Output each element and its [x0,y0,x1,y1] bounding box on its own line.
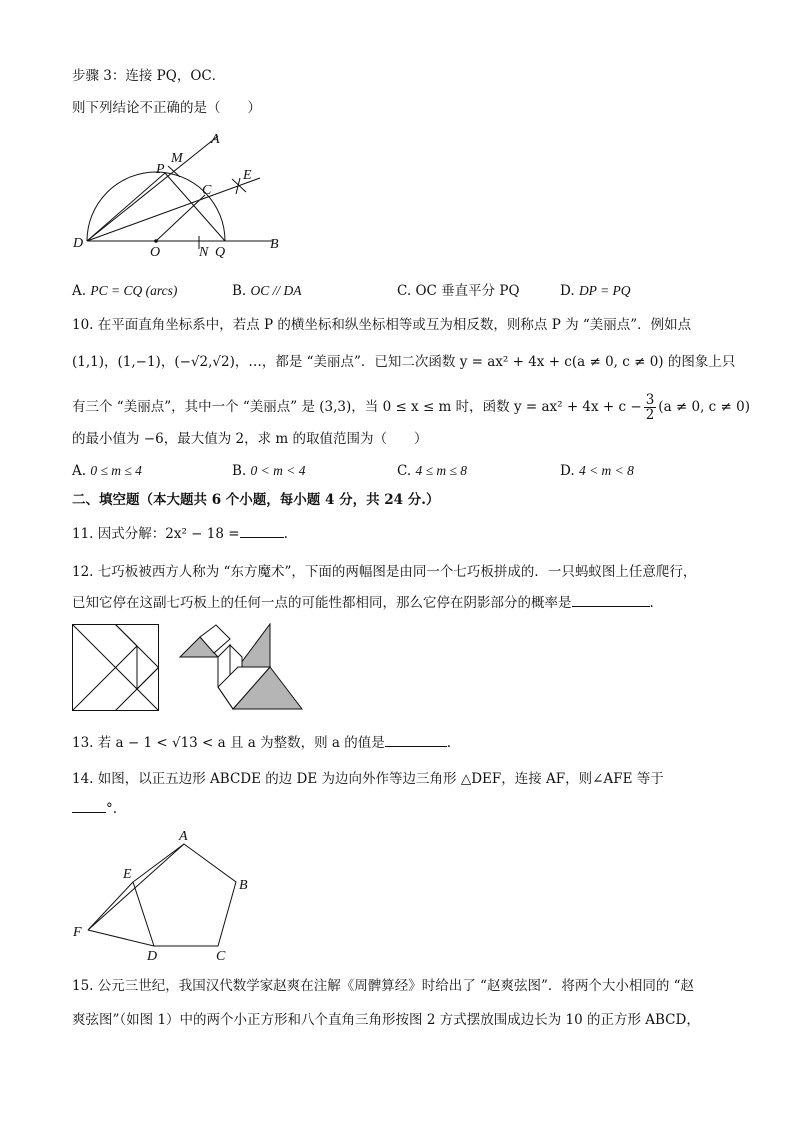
q10-line-3b: (a ≠ 0, c ≠ 0) [658,399,750,415]
q12-answer-blank[interactable] [572,592,650,607]
q10-line-4: 的最小值为 −6，最大值为 2，求 m 的取值范围为（ ） [72,431,428,447]
q9-option-d-text: DP = PQ [578,283,631,298]
q9-option-b-text: OC // DA [250,283,302,298]
label-B: B [270,237,279,252]
q10-frac-num: 3 [645,392,655,408]
q11-end: . [283,526,288,542]
label-D: D [73,236,84,251]
label-B: B [239,878,248,893]
label-A: A [179,829,188,844]
q12-line-2 [72,592,654,613]
q13 [72,732,451,753]
label-M: M [171,151,183,166]
q11-answer-blank[interactable] [240,523,284,538]
q10-option-a-text: 0 ≤ m ≤ 4 [90,463,142,478]
pentagon-ABCDE [133,844,236,946]
label-E: E [123,867,132,882]
q10-option-d [560,461,634,481]
q14-answer-blank[interactable] [72,798,106,813]
label-N: N [199,245,209,260]
tangram-square-figure [72,624,160,712]
q9-option-c-text: OC 垂直平分 PQ [415,283,520,299]
label-D: D [147,949,158,964]
q13-answer-blank[interactable] [385,732,447,747]
q15-line-2: 爽弦图”（如图 1）中的两个小正方形和八个直角三角形按图 2 方式摆放围成边长为 10 的正方形 ABCD， [72,1012,700,1028]
segment-DP [87,173,165,241]
q9-option-b [232,281,302,301]
q15-line-1: 15. 公元三世纪，我国汉代数学家赵爽在注解《周髀算经》时给出了 “赵爽弦图”．将两个大小相同的 “赵 [72,978,695,994]
label-C: C [202,183,212,198]
q12-end: . [649,595,654,611]
label-Q: Q [215,245,226,260]
q10-frac-den: 2 [645,407,655,423]
label-O: O [150,245,161,260]
label-F: F [73,925,82,940]
q10-line-3a: 有三个 “美丽点”，其中一个 “美丽点” 是 (3,3)，当 0 ≤ x ≤ m 时，函数 y = ax² + 4x + c − [72,399,642,415]
section-2-heading: 二、填空题（本大题共 6 个小题，每小题 4 分，共 24 分.） [72,492,440,508]
segment-OC [156,195,205,241]
tangram-swan-figure [178,623,304,713]
q9-option-b-letter: B. [232,283,247,299]
q9-option-a-text: PC = CQ (arcs) [90,283,178,298]
step3-text: 步骤 3：连接 PQ，OC． [72,68,226,84]
tangram-shaded-top [238,624,270,667]
label-A: A [211,132,220,147]
ray-DA [87,136,218,241]
point-O [154,239,158,243]
q9-geometry-figure [68,128,308,264]
q9-option-a-letter: A. [72,283,87,299]
q13-text: 13. 若 a − 1 < √13 < a 且 a 为整数，则 a 的值是 [72,735,385,751]
q12-line-2-text: 已知它停在这副七巧板上的任何一点的可能性都相同，那么它停在阴影部分的概率是 [72,595,572,611]
q9-option-a [72,281,177,301]
q10-fraction [644,393,657,422]
q10-option-a-letter: A. [72,463,87,479]
q10-option-d-text: 4 < m < 8 [578,463,634,478]
segment-DF [88,930,154,946]
q9-option-c-letter: C. [397,283,412,299]
label-P: P [156,162,165,177]
segment-EF [88,882,133,930]
q11-text: 11. 因式分解：2x² − 18 = [72,526,240,542]
q10-line-3 [72,393,750,422]
q10-option-d-letter: D. [560,463,575,479]
pentagon-figure [68,826,268,966]
q11 [72,523,288,544]
q13-end: . [446,735,452,751]
q14-line-1: 14. 如图，以正五边形 ABCDE 的边 DE 为边向外作等边三角形 △DEF，连接 AF，则∠AFE 等于 [72,771,664,787]
q14-line-2 [72,798,117,819]
q9-option-d [560,281,631,301]
label-C: C [216,949,226,964]
q10-option-c-letter: C. [397,463,412,479]
segment-AF [88,844,184,930]
q10-line-2: (1,1)，(1,−1)，(−√2,√2)，…，都是 “美丽点”．已知二次函数 y = ax² + 4x + c(a ≠ 0, c ≠ 0) 的图象上只 [72,354,736,370]
q10-option-a [72,461,142,481]
q9-option-c [397,281,520,301]
q10-option-b [232,461,306,481]
q10-line-1: 10. 在平面直角坐标系中，若点 P 的横坐标和纵坐标相等或互为相反数，则称点 P 为 “美丽点”．例如点 [72,317,692,333]
q10-option-c [397,461,467,481]
q14-end: °. [106,801,118,817]
q10-option-c-text: 4 ≤ m ≤ 8 [415,463,468,478]
q10-option-b-text: 0 < m < 4 [250,463,306,478]
label-E: E [243,168,252,183]
q12-line-1: 12. 七巧板被西方人称为 “东方魔术”，下面的两幅图是由同一个七巧板拼成的．一只蚂蚁图上任意爬行， [72,564,697,580]
q9-option-d-letter: D. [560,283,575,299]
q10-option-b-letter: B. [232,463,247,479]
q9-prompt: 则下列结论不正确的是（ ） [72,100,261,116]
